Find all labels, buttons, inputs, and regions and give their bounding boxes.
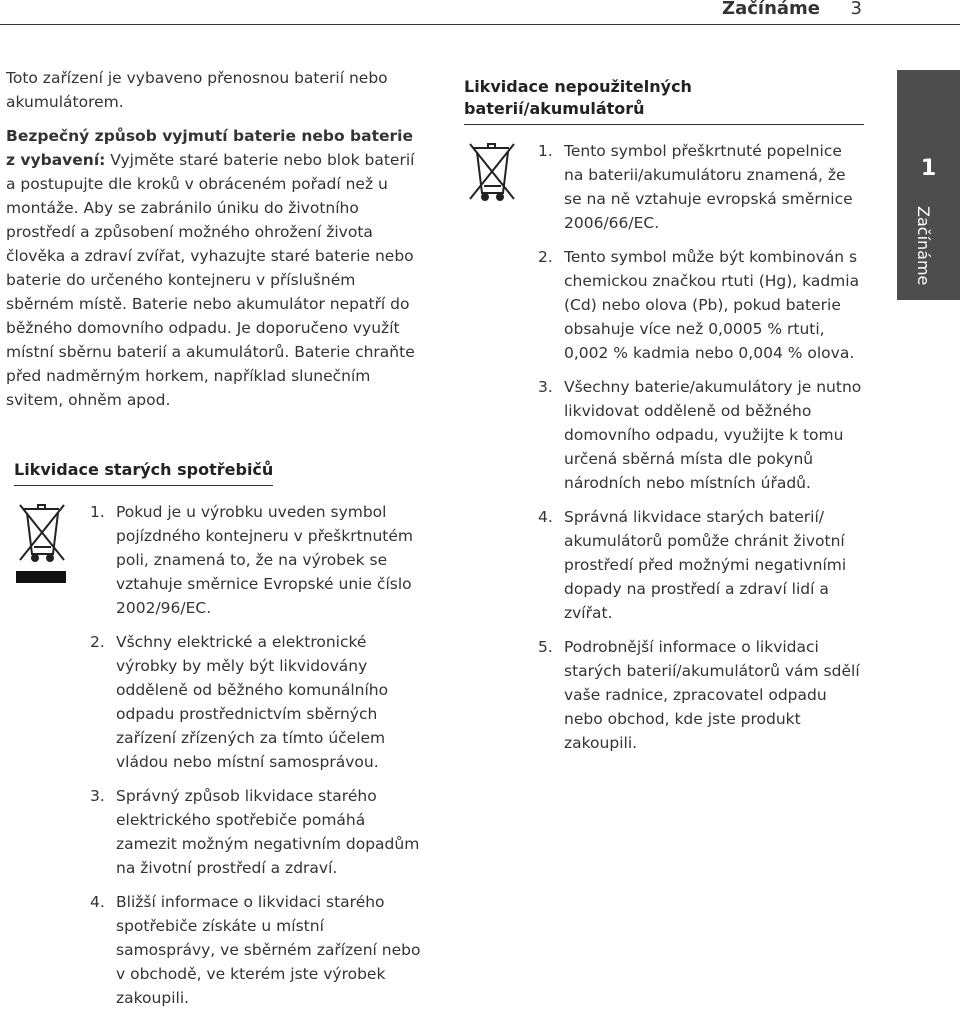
list-item bbox=[90, 890, 426, 1010]
battery-removal-text: Vyjměte staré baterie nebo blok baterií a postupujte dle kroků v obráceném pořadí než u montáže. Aby se zabránilo úniku do životního prostředí a způsobení možného ohrožení života člověka a zdraví zvířat, vyhazujte staré baterie nebo baterie do určeného kontejneru v příslušném sběrném místě. Baterie nebo akumulátor nepatří do běžného domovního odpadu. Je doporučeno využít místní sběrnu baterií a akumulátorů. Baterie chraňte před nadměrným horkem, například slunečním svitem, ohněm apod. bbox=[6, 151, 415, 409]
list-item bbox=[538, 635, 864, 755]
chapter-number: 1 bbox=[920, 156, 937, 181]
list-item-text: Tento symbol může být kombinován s chemickou značkou rtuti (Hg), kadmia (Cd) nebo olova (Pb), pokud baterie obsahuje více než 0,0005 % rtuti, 0,002 % kadmia nebo 0,004 % olova. bbox=[564, 248, 860, 362]
list-item-number: 1. bbox=[538, 142, 553, 160]
list-item bbox=[538, 375, 864, 495]
battery-removal-paragraph bbox=[6, 124, 426, 412]
list-item bbox=[538, 139, 864, 235]
list-item-number: 3. bbox=[538, 378, 553, 396]
batteries-heading: Likvidace nepoužitelných baterií/akumulátorů bbox=[464, 76, 864, 125]
page-number: 3 bbox=[850, 0, 862, 19]
list-item-text: Všchny elektrické a elektronické výrobky by měly být likvidovány odděleně od běžného komunálního odpadu prostřednictvím sběrných zařízení zřízených za tímto účelem vládou nebo místní samosprávou. bbox=[116, 633, 389, 771]
list-item-text: Správná likvidace starých baterií/ akumulátorů pomůže chránit životní prostředí před možnými negativními dopady na prostředí a zdraví lidí a zvířat. bbox=[564, 508, 847, 622]
appliances-list bbox=[90, 500, 426, 1020]
list-item-text: Všechny baterie/akumulátory je nutno likvidovat odděleně od běžného domovního odpadu, využijte k tomu určená sběrná místa dle pokynů národních nebo místních úřadů. bbox=[564, 378, 862, 492]
list-item bbox=[538, 505, 864, 625]
list-item-text: Správný způsob likvidace starého elektrického spotřebiče pomáhá zamezit možným negativním dopadům na životní prostředí a zdraví. bbox=[116, 787, 420, 877]
list-item-text: Podrobnější informace o likvidaci starých baterií/akumulátorů vám sdělí vaše radnice, zpracovatel odpadu nebo obchod, kde jste produkt zakoupili. bbox=[564, 638, 860, 752]
list-item-number: 2. bbox=[538, 248, 553, 266]
chapter-side-tab bbox=[897, 70, 960, 300]
intro-paragraph: Toto zařízení je vybaveno přenosnou baterií nebo akumulátorem. bbox=[6, 69, 388, 111]
list-item-text: Tento symbol přeškrtnuté popelnice na baterii/akumulátoru znamená, že se na ně vztahuje evropská směrnice 2006/66/EC. bbox=[564, 142, 853, 232]
chapter-label: Začínáme bbox=[914, 206, 933, 286]
crossed-out-wheeled-bin-with-bar-icon bbox=[14, 500, 90, 1020]
list-item bbox=[90, 630, 426, 774]
header-divider bbox=[0, 24, 960, 25]
list-item-number: 4. bbox=[538, 508, 553, 526]
list-item bbox=[538, 245, 864, 365]
appliances-heading: Likvidace starých spotřebičů bbox=[14, 459, 273, 486]
list-item-number: 4. bbox=[90, 893, 105, 911]
list-item-number: 3. bbox=[90, 787, 105, 805]
batteries-list bbox=[538, 139, 864, 765]
list-item bbox=[90, 784, 426, 880]
list-item-number: 2. bbox=[90, 633, 105, 651]
list-item-number: 1. bbox=[90, 503, 105, 521]
list-item bbox=[90, 500, 426, 620]
right-column bbox=[464, 76, 864, 765]
appliances-section bbox=[6, 458, 426, 1020]
crossed-out-wheeled-bin-icon bbox=[464, 139, 538, 765]
page-header-title: Začínáme bbox=[722, 0, 820, 19]
left-column bbox=[6, 66, 426, 1020]
battery-removal-lead: Bezpečný způsob vyjmutí baterie nebo baterie z vybavení: bbox=[6, 127, 413, 169]
list-item-text: Bližší informace o likvidaci starého spotřebiče získáte u místní samosprávy, ve sběrném zařízení nebo v obchodě, ve kterém jste výrobek zakoupili. bbox=[116, 893, 421, 1007]
list-item-number: 5. bbox=[538, 638, 553, 656]
list-item-text: Pokud je u výrobku uveden symbol pojízdného kontejneru v přeškrtnutém poli, znamená to, že na výrobek se vztahuje směrnice Evropské unie číslo 2002/96/EC. bbox=[116, 503, 414, 617]
